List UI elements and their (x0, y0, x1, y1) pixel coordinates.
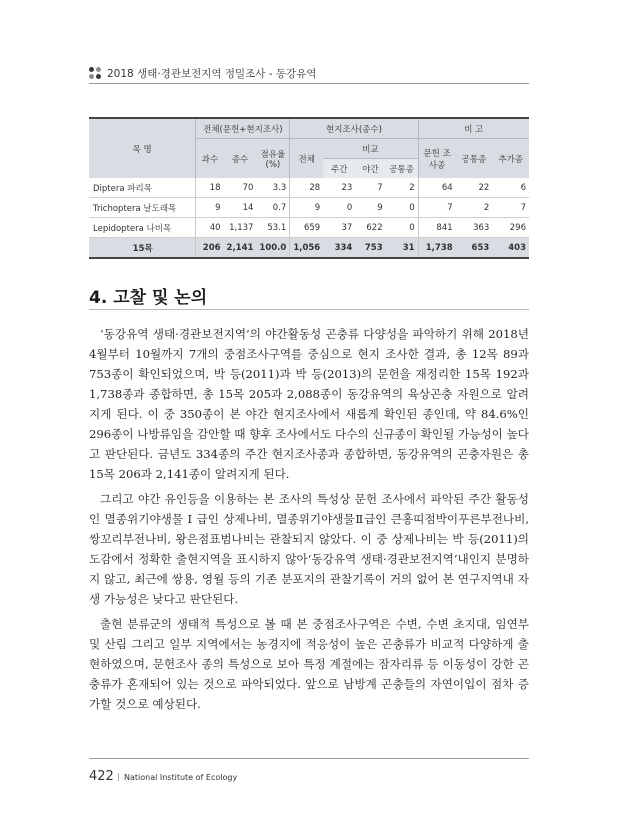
cell: 6 (492, 178, 529, 198)
total-name: 15목 (89, 238, 196, 259)
cell: 0 (386, 218, 419, 238)
cell: 1,056 (290, 238, 323, 259)
col-share: 점유율 (%) (256, 139, 289, 179)
col-common: 공통종 (456, 139, 493, 179)
cell: 22 (456, 178, 493, 198)
cell: 37 (323, 218, 355, 238)
cell: 7 (492, 198, 529, 218)
cell: 334 (323, 238, 355, 259)
cell: 70 (224, 178, 257, 198)
cell: 841 (418, 218, 456, 238)
table-total-row (89, 238, 529, 259)
cell: 659 (290, 218, 323, 238)
table-row (89, 198, 529, 218)
cell: 0 (386, 198, 419, 218)
cell: 2 (456, 198, 493, 218)
col-order: 목 명 (89, 118, 196, 178)
cell: 0.7 (256, 198, 289, 218)
cell: 622 (355, 218, 385, 238)
cell: 64 (418, 178, 456, 198)
body-text (89, 324, 529, 719)
cell: 296 (492, 218, 529, 238)
row-name: Diptera 파리목 (89, 178, 196, 198)
col-families: 과수 (196, 139, 224, 179)
cell: 9 (196, 198, 224, 218)
paragraph-3: 출현 분류군의 생태적 특성으로 볼 때 본 중점조사구역은 수변, 수변 초지대, 임연부 및 산림 그리고 일부 지역에서는 농경지에 적응성이 높은 곤충류가 비교적 다양하게 출현하였으며, 문헌조사 종의 특성으로 보아 특정 계절에는 잠자리류 등 이동성이 강한 곤충류가 혼재되어 있는 것으로 파악되었다. 앞으로 남방계 곤충들의 자연이입이 점차 증가할 것으로 예상된다. (89, 617, 529, 711)
header-title: 2018 생태·경관보전지역 정밀조사 - 동강유역 (107, 68, 317, 80)
table-row (89, 218, 529, 238)
cell: 206 (196, 238, 224, 259)
cell: 31 (386, 238, 419, 259)
row-name: Trichoptera 날도래목 (89, 198, 196, 218)
group-total: 전체(문헌+현지조사) (196, 118, 290, 139)
paragraph-1: ‘동강유역 생태·경관보전지역’의 야간활동성 곤충류 다양성을 파악하기 위해 2018년 4월부터 10월까지 7개의 중점조사구역를 중심으로 현지 조사한 결과, 총 12목 89과 753종이 확인되었으며, 박 등(2011)과 박 등(2013)의 문헌을 재정리한 15목 192과 1,738종과 종합하면, 총 15목 205과 2,088종이 동강유역의 육상곤충 자원으로 알려지게 된다. 이 중 350종이 본 야간 현지조사에서 새롭게 확인된 종인데, 약 84.6%인 296종이 나방류임을 감안할 때 향후 조사에서도 다수의 신규종이 확인될 가능성이 높다고 판단된다. 금년도 334종의 주간 현지조사종과 종합하면, 동강유역의 곤충자원은 총 15목 206과 2,141종이 알려지게 된다. (89, 327, 529, 481)
col-added: 추가종 (492, 139, 529, 179)
cell: 18 (196, 178, 224, 198)
footer-rule (89, 758, 529, 759)
col-compare: 비교 (323, 139, 418, 159)
cell: 7 (418, 198, 456, 218)
col-species: 종수 (224, 139, 257, 179)
cell: 9 (290, 198, 323, 218)
cell: 9 (355, 198, 385, 218)
cell: 2,141 (224, 238, 257, 259)
paragraph-2: 그리고 야간 유인등을 이용하는 본 조사의 특성상 문헌 조사에서 파악된 주간 활동성인 멸종위기야생물 I 급인 상제나비, 멸종위기야생물Ⅱ급인 큰홍띠점박이푸른부전나비, 쌍꼬리부전나비, 왕은점표범나비는 관찰되지 않았다. 이 중 상제나비는 박 등(2011)의 도감에서 정확한 출현지역을 표시하지 않아‘동강유역 생태·경관보전지역’내인지 분명하지 않고, 최근에 쌍용, 영월 등의 기존 분포지의 관찰기록이 거의 없어 본 연구지역내 자생 가능성은 낮다고 판단된다. (89, 492, 529, 606)
section-rule (89, 309, 529, 310)
cell: 0 (323, 198, 355, 218)
page-number: 422 (89, 769, 114, 784)
running-header (89, 64, 529, 84)
cell: 7 (355, 178, 385, 198)
cell: 1,137 (224, 218, 257, 238)
col-field-total: 전체 (290, 139, 323, 179)
cell: 3.3 (256, 178, 289, 198)
col-lit: 문헌 조사종 (418, 139, 456, 179)
footer-institute: National Institute of Ecology (124, 773, 238, 782)
cell: 14 (224, 198, 257, 218)
group-field: 현지조사(종수) (290, 118, 418, 139)
table-row (89, 178, 529, 198)
cell: 28 (290, 178, 323, 198)
col-day: 주간 (323, 159, 355, 179)
cell: 100.0 (256, 238, 289, 259)
footer-separator: | (117, 772, 120, 781)
cell: 23 (323, 178, 355, 198)
species-summary-table (89, 117, 529, 259)
col-common-sp: 공통종 (386, 159, 419, 179)
cell: 1,738 (418, 238, 456, 259)
col-night: 야간 (355, 159, 385, 179)
cell: 753 (355, 238, 385, 259)
section-title: 4. 고찰 및 논의 (89, 288, 208, 308)
cell: 363 (456, 218, 493, 238)
cell: 2 (386, 178, 419, 198)
page-footer (89, 758, 529, 784)
header-dots-icon (89, 67, 103, 81)
cell: 653 (456, 238, 493, 259)
header-rule (89, 83, 529, 84)
cell: 53.1 (256, 218, 289, 238)
group-note: 비 고 (418, 118, 529, 139)
cell: 40 (196, 218, 224, 238)
cell: 403 (492, 238, 529, 259)
row-name: Lepidoptera 나비목 (89, 218, 196, 238)
